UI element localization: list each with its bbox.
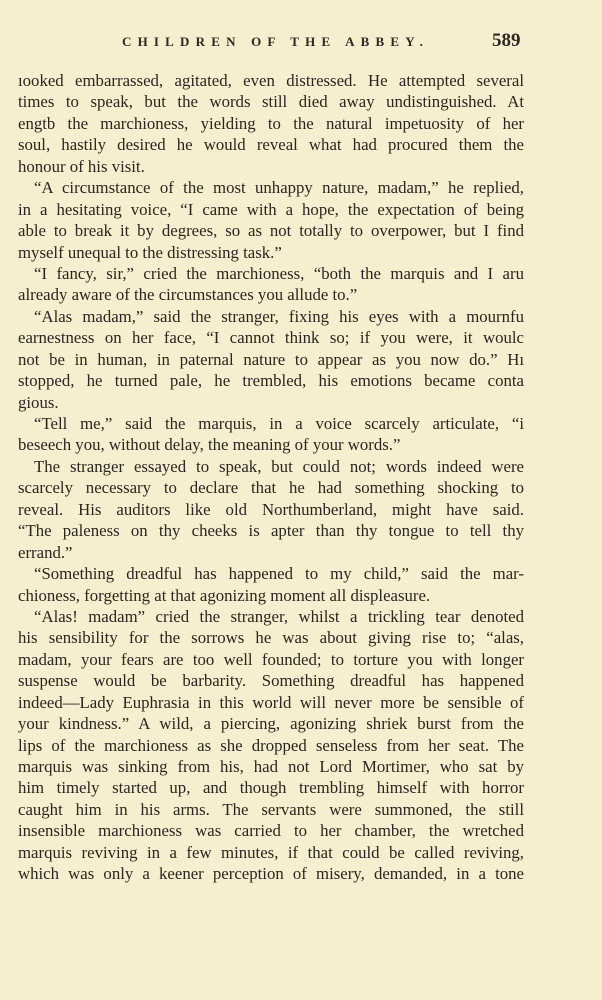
text-line: myself unequal to the distressing task.” (18, 242, 282, 262)
text-line: which was only a keener perception of misery, demanded, in a tone (18, 864, 524, 884)
text-line: his sensibility for the sorrows he was about giving rise to; “alas, (18, 628, 524, 648)
text-line: your kindness.” A wild, a piercing, agonizing shriek burst from the (18, 714, 524, 734)
text-line: gious. (18, 392, 59, 412)
text-line: not be in human, in paternal nature to appear as you now do.” Hı (18, 349, 524, 369)
text-line: in a hesitating voice, “I came with a hope, the expectation of being (18, 199, 524, 219)
text-line: chioness, forgetting at that agonizing moment all displeasure. (18, 585, 431, 605)
text-line: ıooked embarrassed, agitated, even distressed. He attempted several (18, 71, 524, 90)
page-number: 589 (492, 30, 521, 51)
text-line: errand.” (18, 542, 73, 562)
text-line: suspense would be barbarity. Something dreadful has happened (18, 671, 524, 691)
body-text (18, 70, 524, 885)
text-line: The stranger essayed to speak, but could not; words indeed were (34, 456, 524, 476)
text-line: indeed—Lady Euphrasia in this world will never more be sensible of (18, 692, 524, 712)
text-line: already aware of the circumstances you allude to.” (18, 285, 358, 305)
text-line: “The paleness on thy cheeks is apter than thy tongue to tell thy (18, 521, 524, 541)
text-line: “Alas madam,” said the stranger, fixing his eyes with a mournfu (34, 306, 524, 326)
text-line: stopped, he turned pale, he trembled, his emotions became conta (18, 371, 524, 391)
text-line: marquis was sinking from his, had not Lord Mortimer, who sat by (18, 757, 524, 776)
text-line: “Something dreadful has happened to my child,” said the mar- (34, 564, 524, 584)
text-line: “Alas! madam” cried the stranger, whilst a trickling tear denoted (34, 606, 524, 626)
text-line: him timely started up, and though trembling himself with horror (18, 778, 524, 798)
text-line: caught him in his arms. The servants were summoned, the still (18, 799, 524, 819)
text-line: madam, your fears are too well founded; to torture you with longer (18, 649, 524, 669)
text-line: marquis reviving in a few minutes, if that could be called reviving, (18, 842, 524, 862)
text-line: insensible marchioness was carried to her chamber, the wretched (18, 821, 524, 841)
text-line: earnestness on her face, “I cannot think so; if you were, it woulc (18, 328, 524, 348)
text-line: “I fancy, sir,” cried the marchioness, “both the marquis and I aru (34, 263, 524, 283)
text-line: lips of the marchioness as she dropped senseless from her seat. The (18, 735, 524, 755)
text-line: “Tell me,” said the marquis, in a voice scarcely articulate, “i (34, 414, 524, 433)
text-line: engtb the marchioness, yielding to the natural impetuosity of her (18, 113, 524, 133)
text-line: soul, hastily desired he would reveal what had procured them the (18, 135, 524, 155)
text-line: reveal. His auditors like old Northumberland, might have said. (18, 499, 524, 519)
text-line: “A circumstance of the most unhappy nature, madam,” he replied, (34, 178, 524, 198)
text-line: beseech you, without delay, the meaning of your words.” (18, 435, 401, 455)
running-title: CHILDREN OF THE ABBEY. (122, 34, 430, 49)
text-line: scarcely necessary to declare that he had something shocking to (18, 478, 524, 498)
text-line: honour of his visit. (18, 156, 145, 176)
text-line: able to break it by degrees, so as not totally to overpower, but I find (18, 221, 524, 241)
text-line: times to speak, but the words still died away undistinguished. At (18, 92, 524, 112)
